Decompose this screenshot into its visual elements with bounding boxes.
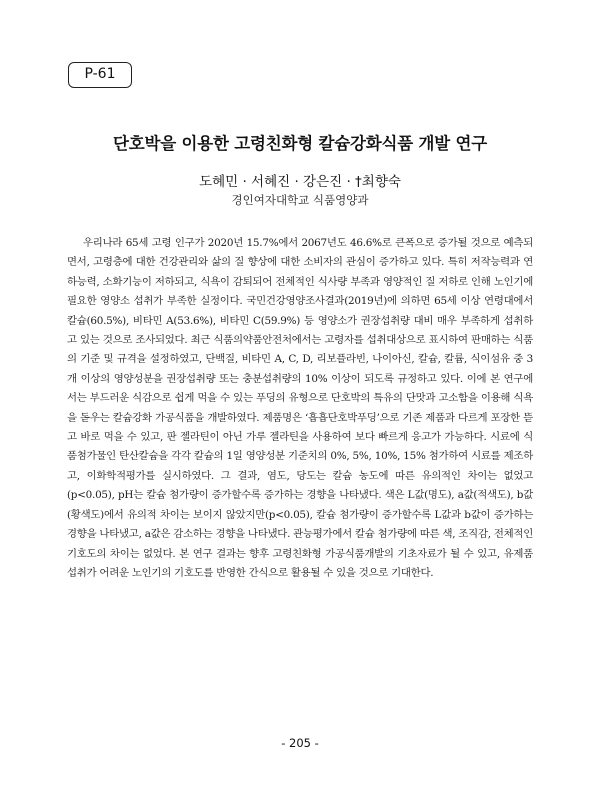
page-number: - 205 - — [281, 736, 319, 750]
author-list: 도혜민 · 서혜진 · 강은진 · †최향숙 — [199, 174, 401, 190]
author-affiliation: 경인여자대학교 식품영양과 — [231, 193, 369, 207]
paper-title: 단호박을 이용한 고령친화형 칼슘강화식품 개발 연구 — [113, 134, 487, 153]
abstract-body: 우리나라 65세 고령 인구가 2020년 15.7%에서 2067년도 46.6%로 큰폭으로 증가될 것으로 예측되면서, 고령층에 대한 건강관리와 삶의 질 향상에 대한 소비자의 관심이 증가하고 있다. 특히 저작능력과 연하능력, 소화기능이 저하되고, 식욕이 감퇴되어 전체적인 식사량 부족과 영양적인 질 저하로 인해 노인기에 필요한 영양소 섭취가 부족한 실정이다. 국민건강영양조사결과(2019년)에 의하면 65세 이상 연령대에서 칼슘(60.5%), 비타민 A(53.6%), 비타민 C(59.9%) 등 영양소가 권장섭취량 대비 매우 부족하게 섭취하고 있는 것으로 조사되었다. 최근 식품의약품안전처에서는 고령자를 섭취대상으로 표시하여 판매하는 식품의 기준 및 규격을 설정하였고, 단백질, 비타민 A, C, D, 리보플라빈, 나이아신, 칼슘, 칼륨, 식이섬유 중 3개 이상의 영양성분을 권장섭취량 또는 충분섭취량의 10% 이상이 되도록 규정하고 있다. 이에 본 연구에서는 부드러운 식감으로 쉽게 먹을 수 있는 푸딩의 유형으로 단호박의 특유의 단맛과 고소함을 이용해 식욕을 돋우는 칼슘강화 가공식품을 개발하였다. 제품명은 ‘흡흡단호박푸딩’으로 기존 제품과 다르게 포장한 뜯고 바로 먹을 수 있고, 판 젤라틴이 아닌 가루 젤라틴을 사용하여 보다 빠르게 응고가 가능하다. 시료에 식품첨가물인 탄산칼슘을 각각 칼슘의 1일 영양성분 기준치의 0%, 5%, 10%, 15% 첨가하여 시료를 제조하고, 이화학적평가를 실시하였다. 그 결과, 염도, 당도는 칼슘 농도에 따른 유의적인 차이는 없었고(p<0.05), pH는 칼슘 첨가량이 증가할수록 증가하는 경향을 나타냈다. 색은 L값(명도), a값(적색도), b값(황색도)에서 유의적 차이는 보이지 않았지만(p<0.05), 칼슘 첨가량이 증가할수록 L값과 b값이 증가하는 경향을 나타냈고, a값은 감소하는 경향을 나타냈다. 관능평가에서 칼슘 첨가량에 따른 색, 조직감, 전체적인 기호도의 차이는 없었다. 본 연구 결과는 향후 고령친화형 가공식품개발의 기초자료가 될 수 있고, 유제품 섭취가 어려운 노인기의 기호도를 반영한 간식으로 활용될 수 있을 것으로 기대한다. — [67, 237, 533, 579]
poster-number-badge: P-61 — [68, 62, 132, 88]
